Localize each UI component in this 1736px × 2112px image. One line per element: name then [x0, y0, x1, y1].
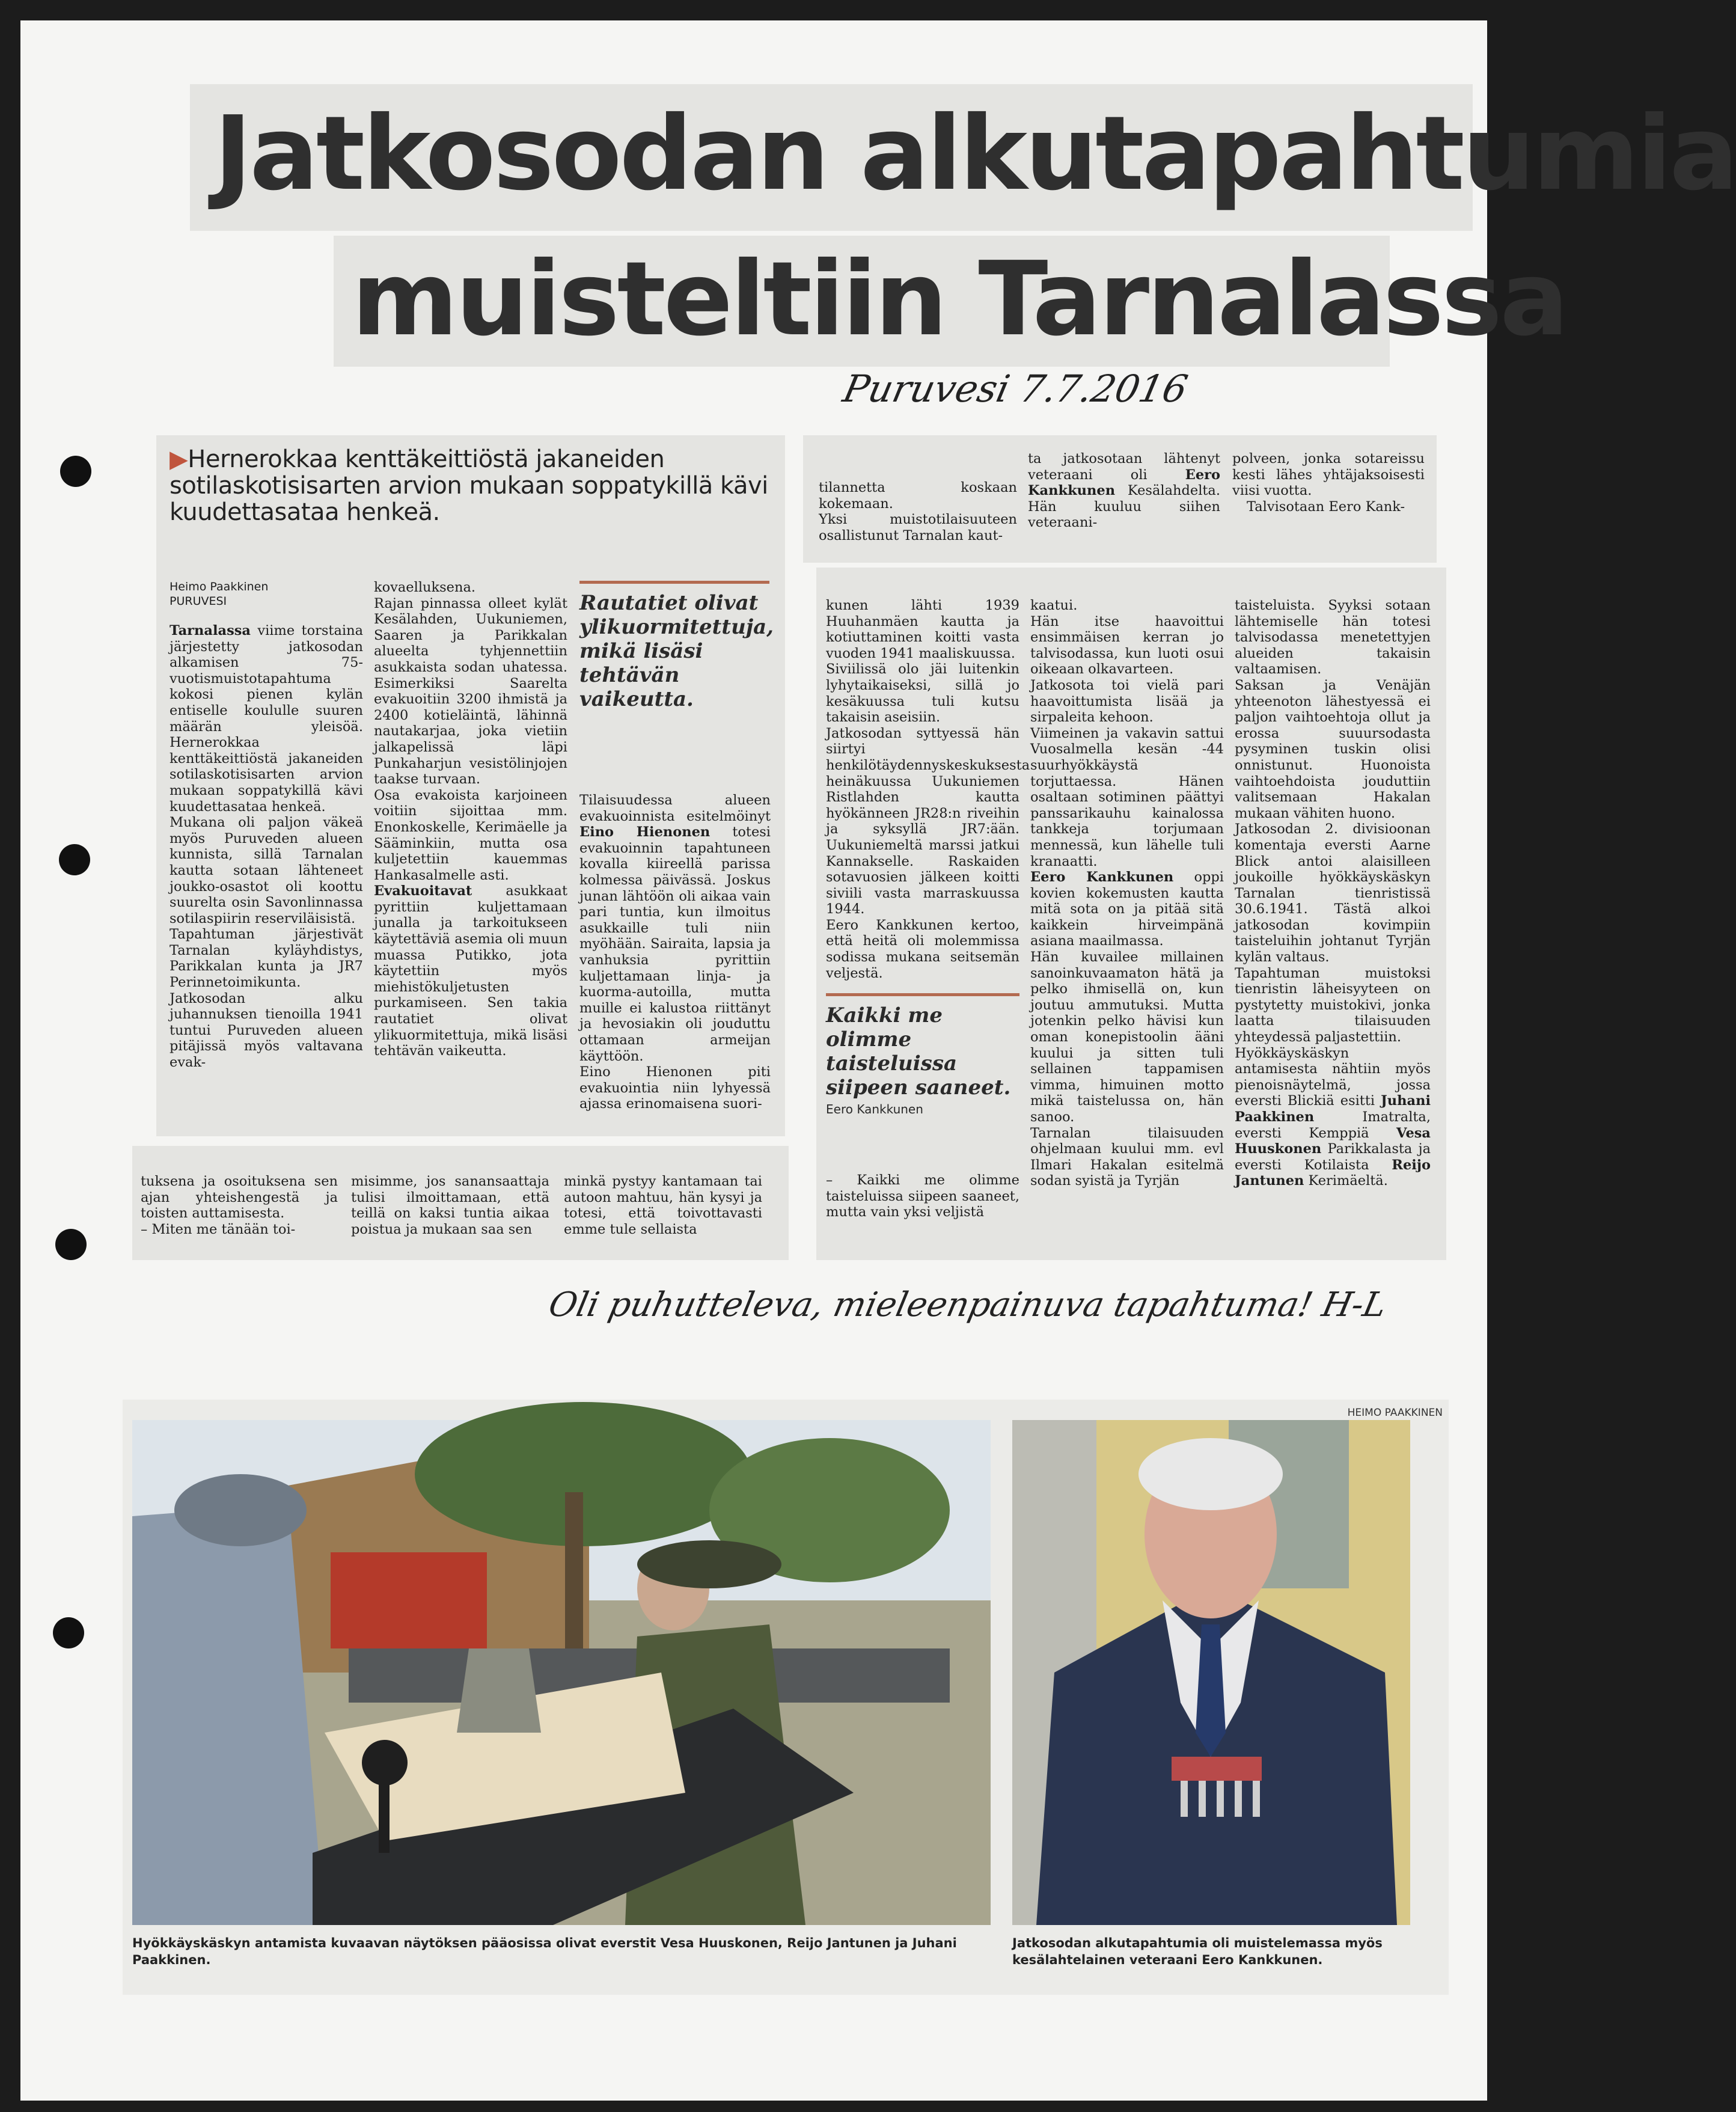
- pull-quote-kaikki-me: Kaikki me olimme taisteluissa siipeen saaneet. Eero Kankkunen: [826, 993, 1019, 1116]
- punch-hole: [59, 844, 90, 875]
- headline-line2: muisteltiin Tarnalassa: [352, 240, 1566, 359]
- punch-hole: [53, 1617, 84, 1648]
- photo-reenactment: [132, 1420, 991, 1925]
- article-clipping-right-top: tilannetta koskaan kokemaan. Yksi muistotilaisuuteen osallistunut Tarnalan kaut- ta jatkosotaan lähtenyt veteraani oli Eero Kankkunen Kesälahdelta. Hän kuuluu siihen veteraani- polveen, jonka sotareissu kesti lähes yhtäjaksoisesti viisi vuotta. Talvisotaan Eero Kank-: [803, 435, 1437, 563]
- punch-hole: [55, 1229, 87, 1260]
- caption-right: Jatkosodan alkutapahtumia oli muistelemassa myös kesälahtelainen veteraani Eero Kankkunen.: [1012, 1936, 1383, 1967]
- article-clipping-right: kunen lähti 1939 Huuhanmäen kautta ja kotiuttaminen koitti vasta vuoden 1941 maaliskuussa. Siviilissä olo jäi luitenkin lyhytaikaiseksi, sillä jo kesäkuussa tuli kutsu takaisin aseisiin. Jatkosodan syttyessä hän siirtyi henkilötäydennyskeskuksesta heinäkuussa Uukuniemen Ristlahden kautta hyökänneen JR28:n riveihin ja syksyllä JR7:ään. Uukuniemeltä marssi jatkui Kannakselle. Raskaiden sotavuosien jälkeen koitti siviili vasta marraskuussa 1944. Eero Kankkunen kertoo, että heitä oli molemmissa sodissa mukana seitsemän veljestä. Kaikki me olimme taisteluissa siipeen saaneet. Eero Kankkunen – Kaikki me olimme taisteluissa siipeen saaneet, mutta vain yksi veljistä kaatui. Hän itse haavoittui ensimmäisen kerran jo talvisodassa, kun luoti osui oikeaan olkavarteen. Jatkosota toi vielä pari haavoittumista lisää ja sirpaleita kehoon. Viimeinen ja vakavin sattui Vuosalmella kesän -44 suurhyökkäystä torjuttaessa. Hänen osaltaan sotiminen päättyi panssarikauhu kainalossa tankkeja torjumaan mennessä, kun lähelle tuli kranaatti. Eero Kankkunen oppi kovien kokemusten kautta mitä sota on ja pitää sitä kaikkein hirveimpänä asiana maailmassa. Hän kuvailee millainen sanoinkuvaamaton hätä ja pelko ihmisellä on, kun joutuu ammutuksi. Mutta jotenkin pelko hävisi kun oman konepistoolin ääni kuului ja sitten tuli sellainen tappamisen vimma, himuinen motto mikä taistelussa on, hän sanoo. Tarnalan tilaisuuden ohjelmaan kuului mm. evl Ilmari Hakalan esitelmä sodan syistä ja Tyrjän taisteluista. Syyksi sotaan lähtemiselle hän totesi talvisodassa menetettyjen alueiden takaisin valtaamisen. Saksan ja Venäjän yhteenoton lähestyessä ei paljon vaihtoehtoja ollut ja erossa suuursodasta pysyminen tuskin olisi onnistunut. Huonoista vaihtoehdoista jouduttiin valitsemaan Hakalan mukaan vähiten huono. Jatkosodan 2. divisioonan komentaja eversti Aarne Blick antoi alaisilleen joukoille hyökkäyskäskyn Tarnalan tienristissä 30.6.1941. Tästä alkoi jatkosodan kovimpiin taisteluihin johtanut Tyrjän kylän valtaus. Tapahtuman muistoksi tienristin läheisyyteen on pystytetty muistokivi, jonka laatta tilaisuuden yhteydessä paljastettiin. Hyökkäyskäskyn antamisesta nähtiin myös pienoisnäytelmä, jossa eversti Blickiä esitti Juhani Paakkinen Imatralta, eversti Kemppiä Vesa Huuskonen Parikkalasta ja eversti Kotilaista Reijo Jantunen Kerimäeltä.: [816, 568, 1446, 1260]
- photo-clipping: [123, 1400, 1449, 1995]
- punch-hole: [60, 456, 91, 487]
- photo-veteran-portrait: [1012, 1420, 1410, 1925]
- column-5: kaatui. Hän itse haavoittui ensimmäisen kerran jo talvisodassa, kun luoti osui oikeaan olkavarteen. Jatkosota toi vielä pari haavoittumista lisää ja sirpaleita kehoon. Viimeinen ja vakavin sattui Vuosalmella kesän -44 suurhyökkäystä torjuttaessa. Hänen osaltaan sotiminen päättyi panssarikauhu kainalossa tankkeja torjumaan mennessä, kun lähelle tuli kranaatti. Eero Kankkunen oppi kovien kokemusten kautta mitä sota on ja pitää sitä kaikkein hirveimpänä asiana maailmassa. Hän kuvailee millainen sanoinkuvaamaton hätä ja pelko ihmisellä on, kun joutuu ammutuksi. Mutta jotenkin pelko hävisi kun oman konepistoolin ääni kuului ja sitten tuli sellainen tappamisen vimma, himuinen motto mikä taistelussa on, hän sanoo. Tarnalan tilaisuuden ohjelmaan kuului mm. evl Ilmari Hakalan esitelmä sodan syistä ja Tyrjän: [1030, 598, 1224, 1189]
- caption-left: Hyökkäyskäskyn antamista kuvaavan näytöksen pääosissa olivat everstit Vesa Huuskonen, Reijo Jantunen ja Juhani Paakkinen.: [132, 1936, 957, 1967]
- handwritten-source-note: Puruvesi 7.7.2016: [839, 367, 1192, 411]
- column-1: Heimo Paakkinen PURUVESI Tarnalassa viime torstaina järjestetty jatkosodan alkamisen 75-vuotismuistotapahtuma kokosi pienen kylän entiselle koululle suuren määrän yleisöä. Hernerokkaa kenttäkeittiöstä jakaneiden sotilaskotisisarten arvion mukaan soppatykillä kävi kuudettasataa henkeä. Mukana oli paljon väkeä myös Puruveden alueen kunnista, sillä Tarnalan kautta sotaan lähteneet joukko-osastot oli koottu suurelta osin Savonlinnassa sotilaspiirin reserviläisistä. Tapahtuman järjestivät Tarnalan kyläyhdistys, Parikkalan kunta ja JR7 Perinnetoimikunta. Jatkosodan alku juhannuksen tienoilla 1941 tuntui Puruveden alueen pitäjissä myös valtavana evak-: [170, 580, 363, 1071]
- scrapbook-page: [20, 20, 1736, 2101]
- triangle-bullet-icon: ▶: [170, 445, 188, 473]
- byline: Heimo Paakkinen PURUVESI: [170, 580, 269, 608]
- column-2: kovaelluksena. Rajan pinnassa olleet kylät Kesälahden, Uukuniemen, Saaren ja Parikkalan alueelta tyhjennettiin asukkaista sodan uhatessa. Esimerkiksi Saarelta evakuoitiin 3200 ihmistä ja 2400 kotieläintä, lähinnä nautakarjaa, joka vietiin jalkapelissä läpi Punkaharjun vesistölinjojen taakse turvaan. Osa evakoista karjoineen voitiin sijoittaa mm. Enonkoskelle, Kerimäelle ja Sääminkiin, mutta osa kuljetettiin kauemmas Hankasalmelle asti. Evakuoitavat asukkaat pyrittiin kuljettamaan junalla ja tarkoitukseen käytettäviä asemia oli muun muassa Putikko, jota käytettiin myös miehistökuljetusten purkamiseen. Sen takia rautatiet olivat ylikuormitettuja, mikä lisäsi tehtävän vaikeutta.: [374, 580, 567, 1059]
- headline-clipping-1: [190, 84, 1736, 231]
- pull-quote-rautatiet: Rautatiet olivat ylikuormitettuja, mikä lisäsi tehtävän vaikeutta.: [579, 581, 769, 711]
- photo-credit: HEIMO PAAKKINEN: [1347, 1407, 1443, 1419]
- headline-clipping-2: [334, 236, 1566, 367]
- headline-line1: Jatkosodan alkutapahtumia: [214, 94, 1736, 213]
- handwritten-comment: Oli puhutteleva, mieleenpainuva tapahtuma! H-L: [545, 1285, 1390, 1324]
- column-4: kunen lähti 1939 Huuhanmäen kautta ja kotiuttaminen koitti vasta vuoden 1941 maaliskuussa. Siviilissä olo jäi luitenkin lyhytaikaiseksi, sillä jo kesäkuussa tuli kutsu takaisin aseisiin. Jatkosodan syttyessä hän siirtyi henkilötäydennyskeskuksesta heinäkuussa Uukuniemen Ristlahden kautta hyökänneen JR28:n riveihin ja syksyllä JR7:ään. Uukuniemeltä marssi jatkui Kannakselle. Raskaiden sotavuosien jälkeen koitti siviili vasta marraskuussa 1944. Eero Kankkunen kertoo, että heitä oli molemmissa sodissa mukana seitsemän veljestä.: [826, 598, 1030, 981]
- article-clipping-strip: tuksena ja osoituksena sen ajan yhteishengestä ja toisten auttamisesta. – Miten me tänään toi- misimme, jos sanansaattaja tulisi ilmoittamaan, että teillä on kaksi tuntia aikaa poistua ja mukaan saa sen minkä pystyy kantamaan tai autoon mahtuu, hän kysyi ja totesi, että toivottavasti emme tule sellaista: [132, 1146, 789, 1260]
- article-clipping-left: [156, 435, 785, 1136]
- column-3: Tilaisuudessa alueen evakuoinnista esitelmöinyt Eino Hienonen totesi evakuoinnin tapahtuneen kovalla kiireellä parissa kolmessa päivässä. Joskus junan lähtöön oli aikaa vain pari tuntia, kun ilmoitus asukkaille tuli niin myöhään. Sairaita, lapsia ja vanhuksia pyrittiin kuljettamaan linja- ja kuorma-autoilla, mutta muille ei kalustoa riittänyt ja hevosiakin oli jouduttu ottamaan armeijan käyttöön. Eino Hienonen piti evakuointia niin lyhyessä ajassa erinomaisena suori-: [579, 792, 771, 1112]
- lead-paragraph: ▶Hernerokkaa kenttäkeittiöstä jakaneiden sotilaskotisisarten arvion mukaan soppatykillä kävi kuudettasataa henkeä.: [170, 445, 768, 526]
- column-6: taisteluista. Syyksi sotaan lähtemiselle hän totesi talvisodassa menetettyjen alueiden takaisin valtaamisen. Saksan ja Venäjän yhteenoton lähestyessä ei paljon vaihtoehtoja ollut ja erossa suuursodasta pysyminen tuskin olisi onnistunut. Huonoista vaihtoehdoista jouduttiin valitsemaan Hakalan mukaan vähiten huono. Jatkosodan 2. divisioonan komentaja eversti Aarne Blick antoi alaisilleen joukoille hyökkäyskäskyn Tarnalan tienristissä 30.6.1941. Tästä alkoi jatkosodan kovimpiin taisteluihin johtanut Tyrjän kylän valtaus. Tapahtuman muistoksi tienristin läheisyyteen on pystytetty muistokivi, jonka laatta tilaisuuden yhteydessä paljastettiin. Hyökkäyskäskyn antamisesta nähtiin myös pienoisnäytelmä, jossa eversti Blickiä esitti Juhani Paakkinen Imatralta, eversti Kemppiä Vesa Huuskonen Parikkalasta ja eversti Kotilaista Reijo Jantunen Kerimäeltä.: [1235, 598, 1431, 1189]
